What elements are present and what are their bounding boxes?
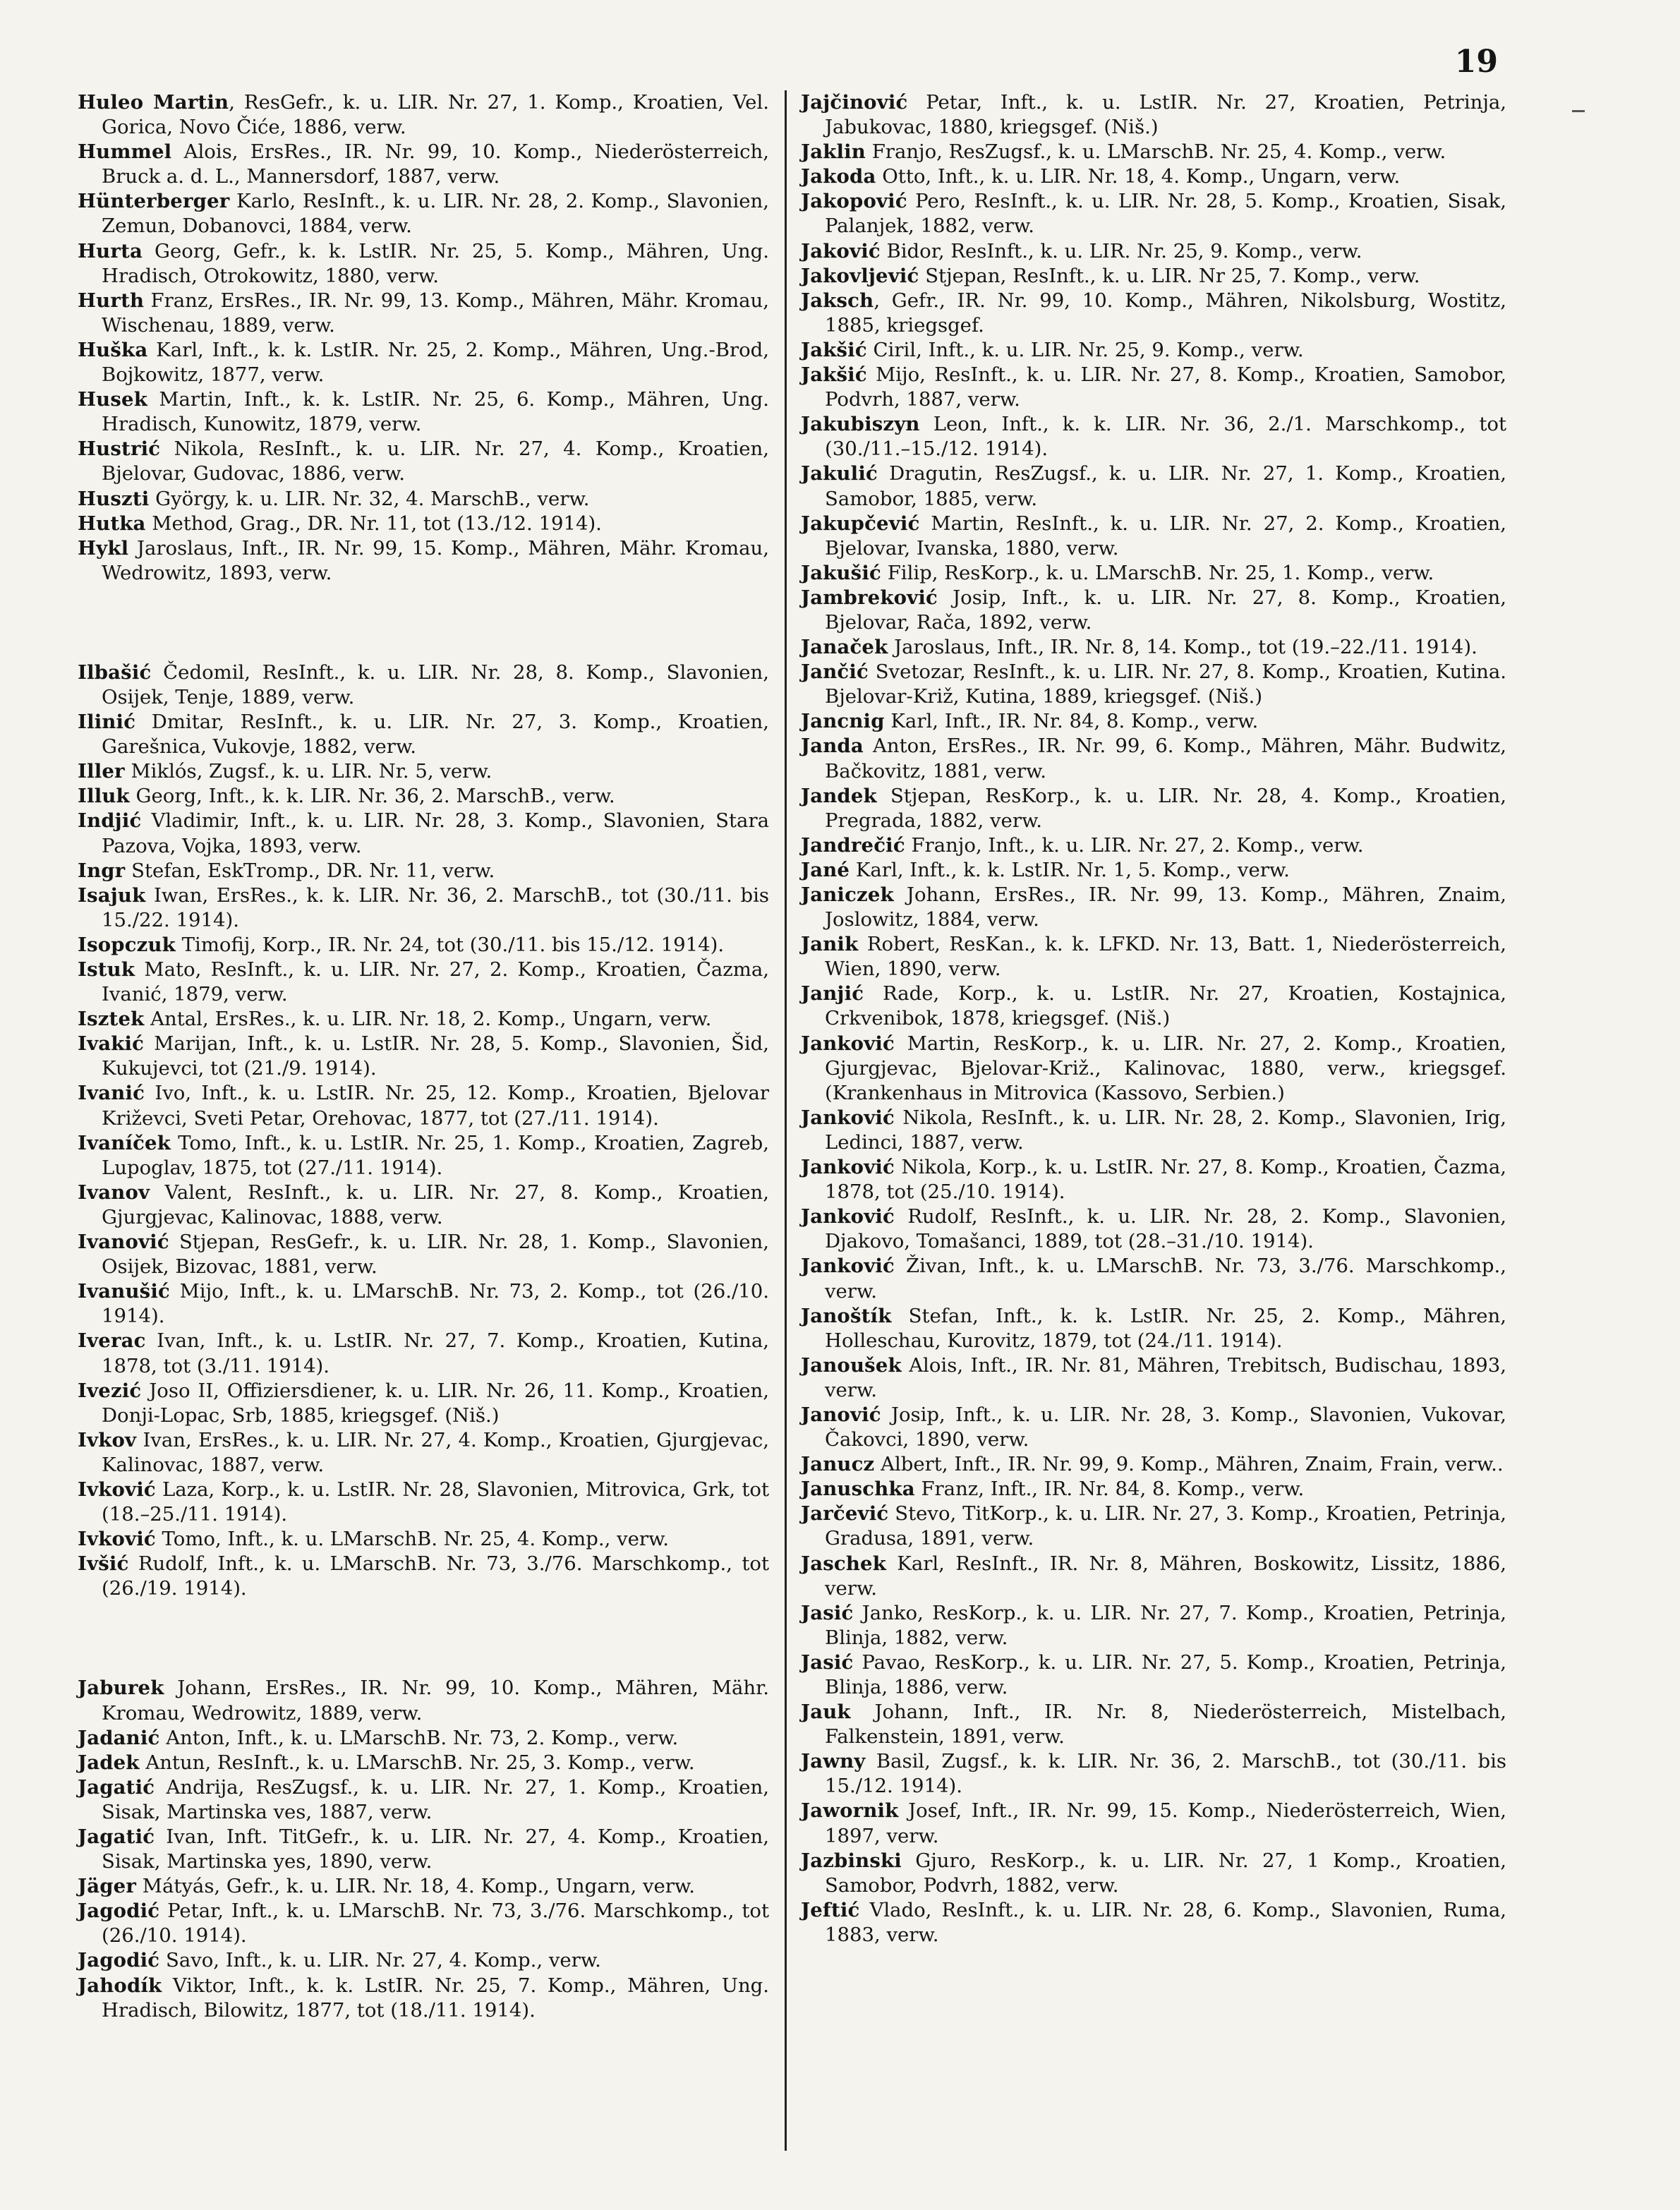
- entry-surname: Jané: [801, 858, 850, 881]
- entry-details: , Gefr., IR. Nr. 99, 10. Komp., Mähren, Nikolsburg, Wostitz, 1885, kriegsgef.: [825, 289, 1506, 337]
- list-entry: [78, 1181, 769, 1230]
- list-entry: [801, 709, 1506, 734]
- entry-details: Leon, Inft., k. k. LIR. Nr. 36, 2./1. Marschkomp., tot (30./11.–15./12. 1914).: [825, 413, 1506, 461]
- list-entry: [78, 1379, 769, 1428]
- entry-details: Robert, ResKan., k. k. LFKD. Nr. 13, Batt. 1, Niederösterreich, Wien, 1890, verw.: [825, 933, 1506, 981]
- list-entry: [78, 512, 769, 536]
- list-entry: [78, 1948, 769, 1973]
- list-entry: [801, 1254, 1506, 1303]
- list-entry: [78, 1478, 769, 1527]
- list-entry: [78, 1032, 769, 1081]
- entry-surname: Janović: [801, 1403, 881, 1426]
- entry-details: Antal, ErsRes., k. u. LIR. Nr. 18, 2. Komp., Ungarn, verw.: [144, 1008, 712, 1031]
- list-entry: [78, 1974, 769, 2023]
- entry-details: Johann, ErsRes., IR. Nr. 99, 10. Komp., Mähren, Mähr. Kromau, Wedrowitz, 1889, verw.: [102, 1677, 769, 1725]
- list-entry: [78, 958, 769, 1007]
- list-entry: [78, 1230, 769, 1279]
- entry-surname: Jakubiszyn: [801, 413, 920, 436]
- entry-details: Pero, ResInft., k. u. LIR. Nr. 28, 5. Komp., Kroatien, Sisak, Palanjek, 1882, verw.: [825, 190, 1506, 238]
- entry-details: Čedomil, ResInft., k. u. LIR. Nr. 28, 8. Komp., Slavonien, Osijek, Tenje, 1889, verw.: [102, 660, 769, 708]
- list-entry: [801, 461, 1506, 511]
- entry-details: Rade, Korp., k. u. LstIR. Nr. 27, Kroatien, Kostajnica, Crkvenibok, 1878, kriegsgef. (Niš.): [825, 982, 1506, 1030]
- entry-surname: Hutka: [78, 512, 146, 535]
- list-entry: [78, 1726, 769, 1751]
- list-entry: [801, 1650, 1506, 1700]
- entry-surname: Janković: [801, 1205, 895, 1228]
- entry-surname: Ivanušić: [78, 1280, 170, 1303]
- entry-surname: Isajuk: [78, 883, 146, 907]
- entry-surname: Hykl: [78, 536, 129, 560]
- list-entry: [801, 363, 1506, 412]
- entry-surname: Illuk: [78, 785, 130, 808]
- entry-surname: Jajčinović: [801, 91, 908, 114]
- entry-surname: Jakupčević: [801, 512, 920, 535]
- list-entry: [78, 710, 769, 759]
- entry-surname: Jakoda: [801, 165, 876, 188]
- list-entry: [801, 1601, 1506, 1650]
- entry-details: Georg, Inft., k. k. LIR. Nr. 36, 2. MarschB., verw.: [129, 785, 615, 808]
- list-entry: [801, 1799, 1506, 1848]
- entry-surname: Isopczuk: [78, 933, 176, 956]
- list-entry: [801, 164, 1506, 189]
- list-entry: [78, 1081, 769, 1130]
- entry-surname: Janjić: [801, 982, 864, 1006]
- list-entry: [78, 1552, 769, 1601]
- entry-surname: Ivaníček: [78, 1131, 171, 1154]
- list-entry: [801, 264, 1506, 289]
- entry-surname: Ilinić: [78, 711, 136, 734]
- entry-details: Viktor, Inft., k. k. LstIR. Nr. 25, 7. Komp., Mähren, Ung. Hradisch, Bilowitz, 1877, tot (18./11. 1914).: [102, 1974, 769, 2022]
- entry-details: Ivan, ErsRes., k. u. LIR. Nr. 27, 4. Komp., Kroatien, Gjurgjevac, Kalinovac, 1887, verw.: [102, 1428, 769, 1476]
- list-entry: [801, 1898, 1506, 1948]
- entry-surname: Ivanić: [78, 1082, 145, 1105]
- list-entry: [78, 784, 769, 809]
- entry-details: Tomo, Inft., k. u. LstIR. Nr. 25, 1. Komp., Kroatien, Zagreb, Lupoglav, 1875, tot (27./11. 1914).: [102, 1131, 769, 1179]
- entry-details: Stjepan, ResInft., k. u. LIR. Nr 25, 7. Komp., verw.: [919, 264, 1420, 287]
- entry-details: Gjuro, ResKorp., k. u. LIR. Nr. 27, 1 Komp., Kroatien, Samobor, Podvrh, 1882, verw.: [825, 1849, 1506, 1897]
- list-entry: [801, 784, 1506, 833]
- entry-details: Vlado, ResInft., k. u. LIR. Nr. 28, 6. Komp., Slavonien, Ruma, 1883, verw.: [825, 1898, 1506, 1946]
- entry-details: Nikola, Korp., k. u. LstIR. Nr. 27, 8. Komp., Kroatien, Čazma, 1878, tot (25./10. 1914).: [825, 1156, 1506, 1204]
- list-entry: [78, 1874, 769, 1899]
- entry-surname: Jahodík: [78, 1974, 162, 1997]
- entry-surname: Jagatić: [78, 1775, 155, 1799]
- entry-details: Iwan, ErsRes., k. k. LIR. Nr. 36, 2. MarschB., tot (30./11. bis 15./22. 1914).: [102, 883, 769, 931]
- entry-details: Johann, ErsRes., IR. Nr. 99, 13. Komp., Mähren, Znaim, Joslowitz, 1884, verw.: [825, 883, 1506, 931]
- list-entry: [801, 734, 1506, 783]
- entry-surname: Jagodić: [78, 1900, 160, 1923]
- entry-surname: Ingr: [78, 859, 126, 882]
- entry-details: Valent, ResInft., k. u. LIR. Nr. 27, 8. Komp., Kroatien, Gjurgjevac, Kalinovac, 1888, verw.: [102, 1181, 769, 1228]
- entry-details: Albert, Inft., IR. Nr. 99, 9. Komp., Mähren, Znaim, Frain, verw..: [874, 1453, 1504, 1476]
- entry-details: Janko, ResKorp., k. u. LIR. Nr. 27, 7. Komp., Kroatien, Petrinja, Blinja, 1882, verw.: [825, 1601, 1506, 1649]
- list-entry: [801, 1304, 1506, 1353]
- entry-surname: Jäger: [78, 1875, 137, 1898]
- list-entry: [801, 932, 1506, 982]
- entry-surname: Ivšić: [78, 1552, 129, 1576]
- entry-surname: Jakulić: [801, 462, 878, 485]
- list-entry: [801, 1106, 1506, 1155]
- entry-details: Martin, ResInft., k. u. LIR. Nr. 27, 2. Komp., Kroatien, Bjelovar, Ivanska, 1880, verw.: [825, 512, 1506, 560]
- entry-details: Laza, Korp., k. u. LstIR. Nr. 28, Slavonien, Mitrovica, Grk, tot (18.–25./11. 1914).: [102, 1478, 769, 1526]
- entry-details: Method, Grag., DR. Nr. 11, tot (13./12. 1914).: [145, 512, 602, 535]
- entry-details: Nikola, ResInft., k. u. LIR. Nr. 27, 4. Komp., Kroatien, Bjelovar, Gudovac, 1886, verw.: [102, 437, 769, 485]
- entry-surname: Iller: [78, 760, 125, 783]
- entry-details: Andrija, ResZugsf., k. u. LIR. Nr. 27, 1. Komp., Kroatien, Sisak, Martinska ves, 1887, verw.: [102, 1775, 769, 1823]
- entry-surname: Jaklin: [801, 140, 866, 164]
- entry-surname: Jasić: [801, 1601, 854, 1624]
- list-entry: [801, 833, 1506, 858]
- entry-surname: Ivanov: [78, 1181, 150, 1204]
- entry-details: Franz, ErsRes., IR. Nr. 99, 13. Komp., Mähren, Mähr. Kromau, Wischenau, 1889, verw.: [102, 289, 769, 337]
- entry-details: Georg, Gefr., k. k. LstIR. Nr. 25, 5. Komp., Mähren, Ung. Hradisch, Otrokowitz, 1880, verw.: [102, 239, 769, 287]
- list-entry: [801, 1502, 1506, 1551]
- entry-surname: Jasić: [801, 1650, 854, 1674]
- entry-details: Dragutin, ResZugsf., k. u. LIR. Nr. 27, 1. Komp., Kroatien, Samobor, 1885, verw.: [825, 462, 1506, 510]
- list-entry: [78, 1676, 769, 1725]
- list-entry: [78, 239, 769, 289]
- right-column: [801, 90, 1506, 1948]
- entry-details: Miklós, Zugsf., k. u. LIR. Nr. 5, verw.: [124, 760, 492, 783]
- entry-surname: Jaschek: [801, 1552, 887, 1575]
- entry-surname: Jandek: [801, 784, 877, 807]
- entry-details: Johann, Inft., IR. Nr. 8, Niederösterreich, Mistelbach, Falkenstein, 1891, verw.: [825, 1701, 1506, 1749]
- entry-surname: Hummel: [78, 140, 172, 164]
- list-entry: [801, 1477, 1506, 1502]
- list-entry: [78, 660, 769, 710]
- entry-surname: Jakšić: [801, 338, 867, 361]
- entry-surname: Ivanović: [78, 1231, 169, 1254]
- entry-surname: Jancnig: [801, 710, 885, 733]
- entry-details: Svetozar, ResInft., k. u. LIR. Nr. 27, 8. Komp., Kroatien, Kutina. Bjelovar-Križ, Kutina, 1889, kriegsgef. (Niš.): [825, 660, 1506, 708]
- entry-details: Jaroslaus, Inft., IR. Nr. 99, 15. Komp., Mähren, Mähr. Kromau, Wedrowitz, 1893, verw.: [102, 536, 769, 584]
- entry-details: Antun, ResInft., k. u. LMarschB. Nr. 25, 3. Komp., verw.: [139, 1751, 695, 1774]
- list-entry: [801, 189, 1506, 238]
- list-entry: [78, 387, 769, 437]
- entry-details: Rudolf, ResInft., k. u. LIR. Nr. 28, 2. Komp., Slavonien, Djakovo, Tomašanci, 1889, tot (28.–31./10. 1914).: [825, 1205, 1506, 1253]
- entry-details: Karl, Inft., IR. Nr. 84, 8. Komp., verw.: [884, 710, 1259, 733]
- entry-surname: Hünterberger: [78, 190, 230, 213]
- entry-block: [78, 660, 769, 1602]
- list-entry: [801, 338, 1506, 363]
- entry-details: Franjo, Inft., k. u. LIR. Nr. 27, 2. Komp., verw.: [905, 833, 1364, 857]
- entry-surname: Husek: [78, 388, 148, 411]
- entry-details: Josef, Inft., IR. Nr. 99, 15. Komp., Niederösterreich, Wien, 1897, verw.: [825, 1799, 1506, 1847]
- list-entry: [801, 660, 1506, 709]
- list-entry: [78, 809, 769, 858]
- entry-details: Anton, Inft., k. u. LMarschB. Nr. 73, 2. Komp., verw.: [159, 1726, 679, 1749]
- left-column: [78, 90, 769, 2098]
- entry-surname: Jawornik: [801, 1799, 899, 1823]
- entry-surname: Ivakić: [78, 1032, 145, 1056]
- list-entry: [78, 1527, 769, 1552]
- entry-surname: Jaković: [801, 239, 881, 262]
- entry-details: Mijo, Inft., k. u. LMarschB. Nr. 73, 2. Komp., tot (26./10. 1914).: [102, 1280, 769, 1328]
- list-entry: [78, 1007, 769, 1032]
- entry-surname: Indjić: [78, 809, 142, 833]
- entry-surname: Janik: [801, 933, 859, 956]
- entry-surname: Janda: [801, 735, 864, 758]
- column-divider: [785, 90, 787, 2151]
- entry-details: Otto, Inft., k. u. LIR. Nr. 18, 4. Komp., Ungarn, verw.: [876, 165, 1401, 188]
- entry-surname: Janković: [801, 1032, 895, 1055]
- entry-details: Mátyás, Gefr., k. u. LIR. Nr. 18, 4. Komp., Ungarn, verw.: [136, 1875, 695, 1898]
- list-entry: [801, 561, 1506, 586]
- entry-surname: Jakšić: [801, 363, 867, 387]
- list-entry: [801, 1749, 1506, 1799]
- entry-surname: Jawny: [801, 1750, 866, 1773]
- entry-details: Karlo, ResInft., k. u. LIR. Nr. 28, 2. Komp., Slavonien, Zemun, Dobanovci, 1884, verw.: [102, 190, 769, 238]
- entry-surname: Jakušić: [801, 561, 881, 584]
- entry-surname: Ivkov: [78, 1428, 137, 1451]
- entry-details: Alois, Inft., IR. Nr. 81, Mähren, Trebitsch, Budischau, 1893, verw.: [825, 1353, 1506, 1401]
- entry-surname: Jaksch: [801, 289, 874, 312]
- entry-surname: Jazbinski: [801, 1849, 902, 1872]
- entry-surname: Isztek: [78, 1008, 145, 1031]
- entry-details: Stefan, Inft., k. k. LstIR. Nr. 25, 2. Komp., Mähren, Holleschau, Kurovitz, 1879, tot (24./11. 1914).: [825, 1304, 1506, 1352]
- list-entry: [78, 933, 769, 958]
- entry-surname: Janković: [801, 1255, 895, 1278]
- entry-details: Martin, ResKorp., k. u. LIR. Nr. 27, 2. Komp., Kroatien, Gjurgjevac, Bjelovar-Križ., Kalinovac, 1880, verw., kriegsgef. (Krankenhaus in Mitrovica (Kassovo, Serbien.): [825, 1032, 1506, 1104]
- entry-details: Tomo, Inft., k. u. LMarschB. Nr. 25, 4. Komp., verw.: [155, 1528, 670, 1551]
- entry-surname: Ilbašić: [78, 660, 152, 684]
- entry-details: Filip, ResKorp., k. u. LMarschB. Nr. 25, 1. Komp., verw.: [881, 561, 1434, 584]
- entry-details: Jaroslaus, Inft., IR. Nr. 8, 14. Komp., tot (19.–22./11. 1914).: [888, 636, 1477, 659]
- entry-details: Stjepan, ResKorp., k. u. LIR. Nr. 28, 4. Komp., Kroatien, Pregrada, 1882, verw.: [825, 784, 1506, 832]
- entry-details: Petar, Inft., k. u. LstIR. Nr. 27, Kroatien, Petrinja, Jabukovac, 1880, kriegsgef. (Niš.): [825, 91, 1506, 139]
- list-entry: [78, 536, 769, 586]
- entry-surname: Jagatić: [78, 1825, 155, 1848]
- entry-details: Rudolf, Inft., k. u. LMarschB. Nr. 73, 3./76. Marschkomp., tot (26./19. 1914).: [102, 1552, 769, 1600]
- margin-mark: [1572, 110, 1585, 112]
- entry-details: Stevo, TitKorp., k. u. LIR. Nr. 27, 3. Komp., Kroatien, Petrinja, Gradusa, 1891, verw.: [825, 1502, 1506, 1550]
- entry-surname: Hurth: [78, 289, 145, 312]
- entry-details: Nikola, ResInft., k. u. LIR. Nr. 28, 2. Komp., Slavonien, Irig, Ledinci, 1887, verw.: [825, 1106, 1506, 1154]
- list-entry: [801, 1204, 1506, 1254]
- entry-details: Marijan, Inft., k. u. LstIR. Nr. 28, 5. Komp., Slavonien, Šid, Kukujevci, tot (21./9. 1914).: [102, 1032, 769, 1080]
- entry-details: Stefan, EskTromp., DR. Nr. 11, verw.: [125, 859, 495, 882]
- list-entry: [801, 586, 1506, 635]
- list-entry: [801, 1155, 1506, 1204]
- entry-details: Bidor, ResInft., k. u. LIR. Nr. 25, 9. Komp., verw.: [880, 239, 1362, 262]
- list-entry: [78, 1825, 769, 1874]
- entry-surname: Jeftić: [801, 1898, 860, 1921]
- list-entry: [801, 1403, 1506, 1452]
- list-entry: [801, 1552, 1506, 1601]
- entry-surname: Jadek: [78, 1751, 140, 1774]
- entry-details: György, k. u. LIR. Nr. 32, 4. MarschB., verw.: [149, 487, 590, 510]
- list-entry: [801, 289, 1506, 338]
- entry-surname: Huleo Martin: [78, 91, 229, 114]
- entry-details: Franjo, ResZugsf., k. u. LMarschB. Nr. 25, 4. Komp., verw.: [865, 140, 1446, 164]
- entry-surname: Jakovljević: [801, 264, 919, 287]
- entry-details: Martin, Inft., k. k. LstIR. Nr. 25, 6. Komp., Mähren, Ung. Hradisch, Kunowitz, 1879, verw.: [102, 388, 769, 436]
- entry-surname: Ivković: [78, 1528, 156, 1551]
- list-entry: [801, 412, 1506, 461]
- entry-surname: Hustrić: [78, 437, 161, 461]
- entry-details: Ivan, Inft. TitGefr., k. u. LIR. Nr. 27, 4. Komp., Kroatien, Sisak, Martinska yes, 1890, verw.: [102, 1825, 769, 1873]
- entry-surname: Janoušek: [801, 1353, 902, 1377]
- entry-details: Josip, Inft., k. u. LIR. Nr. 27, 8. Komp., Kroatien, Bjelovar, Rača, 1892, verw.: [825, 586, 1506, 634]
- entry-details: Karl, ResInft., IR. Nr. 8, Mähren, Boskowitz, Lissitz, 1886, verw.: [825, 1552, 1506, 1600]
- list-entry: [801, 239, 1506, 264]
- list-entry: [78, 883, 769, 933]
- entry-surname: Januschka: [801, 1478, 915, 1501]
- list-entry: [78, 1428, 769, 1478]
- entry-surname: Jambreković: [801, 586, 938, 609]
- list-entry: [801, 635, 1506, 660]
- entry-details: Mijo, ResInft., k. u. LIR. Nr. 27, 8. Komp., Kroatien, Samobor, Podvrh, 1887, verw.: [825, 363, 1506, 411]
- entry-details: Vladimir, Inft., k. u. LIR. Nr. 28, 3. Komp., Slavonien, Stara Pazova, Vojka, 1893, verw.: [102, 809, 769, 857]
- list-entry: [801, 90, 1506, 140]
- list-entry: [801, 1700, 1506, 1749]
- list-entry: [78, 338, 769, 387]
- entry-surname: Istuk: [78, 958, 135, 981]
- entry-details: Petar, Inft., k. u. LMarschB. Nr. 73, 3./76. Marschkomp., tot (26./10. 1914).: [102, 1900, 769, 1948]
- list-entry: [801, 883, 1506, 932]
- list-entry: [78, 859, 769, 883]
- entry-surname: Jaburek: [78, 1677, 164, 1700]
- entry-details: Anton, ErsRes., IR. Nr. 99, 6. Komp., Mähren, Mähr. Budwitz, Bačkovitz, 1881, verw.: [825, 735, 1506, 783]
- entry-details: Ivo, Inft., k. u. LstIR. Nr. 25, 12. Komp., Kroatien, Bjelovar Križevci, Sveti Petar, Orehovac, 1877, tot (27./11. 1914).: [102, 1082, 769, 1130]
- entry-block: [78, 1676, 769, 2022]
- entry-details: Mato, ResInft., k. u. LIR. Nr. 27, 2. Komp., Kroatien, Čazma, Ivanić, 1879, verw.: [102, 958, 769, 1006]
- entry-surname: Hurta: [78, 239, 143, 262]
- entry-surname: Ivezić: [78, 1379, 142, 1402]
- entry-surname: Janković: [801, 1106, 895, 1129]
- list-entry: [801, 858, 1506, 883]
- list-entry: [801, 1032, 1506, 1106]
- list-entry: [78, 1899, 769, 1948]
- list-entry: [801, 140, 1506, 164]
- entry-details: Karl, Inft., k. k. LstIR. Nr. 1, 5. Komp., verw.: [850, 858, 1290, 881]
- list-entry: [78, 90, 769, 140]
- entry-surname: Huška: [78, 338, 148, 361]
- entry-details: Dmitar, ResInft., k. u. LIR. Nr. 27, 3. Komp., Kroatien, Garešnica, Vukovje, 1882, verw.: [102, 711, 769, 759]
- entry-details: Joso II, Offiziersdiener, k. u. LIR. Nr. 26, 11. Komp., Kroatien, Donji-Lopac, Srb, 1885, kriegsgef. (Niš.): [102, 1379, 769, 1427]
- page-number: 19: [1454, 44, 1498, 80]
- entry-block: [78, 90, 769, 586]
- entry-surname: Janaček: [801, 636, 888, 659]
- entry-surname: Huszti: [78, 487, 150, 510]
- list-entry: [78, 1131, 769, 1181]
- entry-surname: Jarčević: [801, 1502, 889, 1526]
- entry-details: Ciril, Inft., k. u. LIR. Nr. 25, 9. Komp., verw.: [866, 338, 1304, 361]
- entry-details: Timofij, Korp., IR. Nr. 24, tot (30./11. bis 15./12. 1914).: [175, 933, 725, 956]
- entry-details: Stjepan, ResGefr., k. u. LIR. Nr. 28, 1. Komp., Slavonien, Osijek, Bizovac, 1881, verw.: [102, 1231, 769, 1279]
- entry-surname: Jagodić: [78, 1949, 160, 1972]
- entry-details: Franz, Inft., IR. Nr. 84, 8. Komp., verw.: [914, 1478, 1305, 1501]
- entry-details: Ivan, Inft., k. u. LstIR. Nr. 27, 7. Komp., Kroatien, Kutina, 1878, tot (3./11. 1914).: [102, 1329, 769, 1377]
- entry-details: Živan, Inft., k. u. LMarschB. Nr. 73, 3./76. Marschkomp., verw.: [825, 1255, 1506, 1303]
- entry-surname: Janiczek: [801, 883, 894, 906]
- entry-surname: Janoštík: [801, 1304, 892, 1327]
- entry-surname: Jakopović: [801, 190, 907, 213]
- entry-surname: Janucz: [801, 1453, 875, 1476]
- list-entry: [78, 289, 769, 338]
- entry-surname: Jandrečić: [801, 833, 905, 857]
- list-entry: [801, 1849, 1506, 1898]
- entry-details: , ResGefr., k. u. LIR. Nr. 27, 1. Komp., Kroatien, Vel. Gorica, Novo Čiće, 1886, verw.: [102, 91, 769, 139]
- entry-details: Savo, Inft., k. u. LIR. Nr. 27, 4. Komp., verw.: [159, 1949, 601, 1972]
- entry-surname: Jančić: [801, 660, 869, 684]
- list-entry: [78, 189, 769, 238]
- entry-surname: Jauk: [801, 1701, 851, 1724]
- list-entry: [78, 1329, 769, 1378]
- entry-details: Alois, ErsRes., IR. Nr. 99, 10. Komp., Niederösterreich, Bruck a. d. L., Mannersdorf, 1887, verw.: [102, 140, 769, 188]
- list-entry: [801, 1353, 1506, 1403]
- list-entry: [78, 437, 769, 486]
- entry-details: Josip, Inft., k. u. LIR. Nr. 28, 3. Komp., Slavonien, Vukovar, Čakovci, 1890, verw.: [825, 1403, 1506, 1451]
- list-entry: [801, 512, 1506, 561]
- list-entry: [78, 140, 769, 189]
- list-entry: [78, 1751, 769, 1775]
- entry-details: Pavao, ResKorp., k. u. LIR. Nr. 27, 5. Komp., Kroatien, Petrinja, Blinja, 1886, verw.: [825, 1650, 1506, 1698]
- list-entry: [78, 1279, 769, 1329]
- entry-details: Basil, Zugsf., k. k. LIR. Nr. 36, 2. MarschB., tot (30./11. bis 15./12. 1914).: [825, 1750, 1506, 1798]
- list-entry: [78, 487, 769, 512]
- list-entry: [801, 1452, 1506, 1477]
- entry-surname: Ivković: [78, 1478, 156, 1501]
- list-entry: [78, 1775, 769, 1825]
- entry-surname: Janković: [801, 1156, 895, 1179]
- entry-surname: Jadanić: [78, 1726, 160, 1749]
- entry-surname: Iverac: [78, 1329, 146, 1353]
- list-entry: [801, 982, 1506, 1031]
- list-entry: [78, 759, 769, 784]
- entry-details: Karl, Inft., k. k. LstIR. Nr. 25, 2. Komp., Mähren, Ung.-Brod, Bojkowitz, 1877, verw.: [102, 338, 769, 387]
